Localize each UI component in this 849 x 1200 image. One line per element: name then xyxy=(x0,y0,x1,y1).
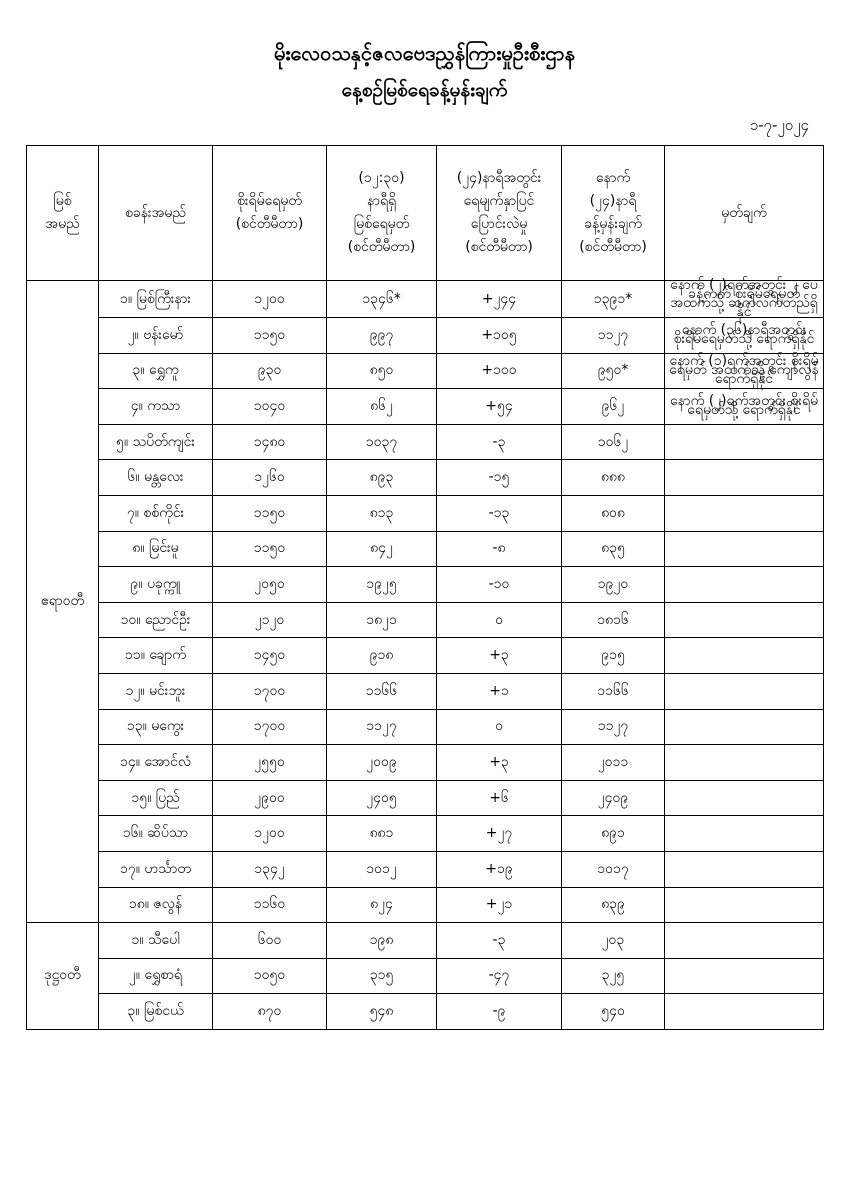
level-change: +၅၄ xyxy=(437,389,562,425)
level-change: ၀ xyxy=(437,709,562,745)
level-change: -၃ xyxy=(437,424,562,460)
header-current-level: (၁၂:၃၀) နာရီရှိ မြစ်ရေမှတ် (စင်တီမီတာ) xyxy=(327,146,437,281)
forecast-level: ၂၀၃ xyxy=(562,923,665,959)
current-level: ၃၁၅ xyxy=(327,958,437,994)
current-level: ၉၉၇ xyxy=(327,318,437,354)
table-row xyxy=(27,531,824,567)
station-name: ၂။ ရွှေစာရံ xyxy=(99,958,213,994)
remark xyxy=(665,424,824,460)
remark xyxy=(665,602,824,638)
forecast-level: ၁၈၁၆ xyxy=(562,602,665,638)
current-level: ၈၆၂ xyxy=(327,389,437,425)
forecast-level: ၉၆၂ xyxy=(562,389,665,425)
table-row xyxy=(27,923,824,959)
forecast-level: ၉၁၅ xyxy=(562,638,665,674)
table-row xyxy=(27,389,824,425)
current-level: ၈၉၃ xyxy=(327,460,437,496)
station-name: ၃။ ရွှေကူ xyxy=(99,353,213,389)
danger-level: ၁၂၀၀ xyxy=(213,281,327,318)
station-name: ၇။ စစ်ကိုင်း xyxy=(99,495,213,531)
station-name: ၂။ ဗန်းမော် xyxy=(99,318,213,354)
forecast-level: ၈၃၅ xyxy=(562,531,665,567)
forecast-level: ၁၁၂၇ xyxy=(562,709,665,745)
remark: နောက် (၂)ရက်အတွင်း စိုးရိမ်ရေမှတ်သို့ ရောက်ရှိနိုင် xyxy=(665,389,824,425)
level-change: +၂၇ xyxy=(437,816,562,852)
remark xyxy=(665,531,824,567)
station-name: ၁၂။ မင်းဘူး xyxy=(99,673,213,709)
current-level: ၁၃၄၆* xyxy=(327,281,437,318)
station-name: ၁၃။ မကွေး xyxy=(99,709,213,745)
level-change: -၃ xyxy=(437,923,562,959)
danger-level: ၂၅၅၀ xyxy=(213,745,327,781)
remark xyxy=(665,673,824,709)
department-title: မိုးလေဝသနှင့်ဇလဗေဒညွှန်ကြားမှုဦးစီးဌာန xyxy=(274,41,575,65)
level-change: -၁၀ xyxy=(437,567,562,603)
danger-level: ၁၀၅၀ xyxy=(213,958,327,994)
river-name: ဧရာဝတီ xyxy=(27,281,99,923)
level-change: +၂၄၄ xyxy=(437,281,562,318)
station-name: ၁၆။ ဆိပ်သာ xyxy=(99,816,213,852)
danger-level: ၁၁၅၀ xyxy=(213,531,327,567)
remark xyxy=(665,460,824,496)
table-row xyxy=(27,460,824,496)
remark xyxy=(665,887,824,923)
table-row xyxy=(27,673,824,709)
remark: နောက် (၁)ရက်အတွင်း စိုးရိမ်ရေမှတ် အထက်သို့ ကျော်လွန်ရောက်ရှိနိုင် xyxy=(665,353,824,389)
header-row xyxy=(27,146,824,281)
header-forecast: နောက် (၂၄)နာရီ ခန့်မှန်းချက် (စင်တီမီတာ) xyxy=(562,146,665,281)
current-level: ၁၈၂၁ xyxy=(327,602,437,638)
remark: နောက် (၂)ရက်အတွင်း ၂ ပေခန့်ကက် စိုးရိမ်ရေမှတ်အထက်သို့ ဆက်လက်တည်ရှိနိုင် xyxy=(665,281,824,318)
danger-level: ၆၀၀ xyxy=(213,923,327,959)
station-name: ၃။ မြစ်ငယ် xyxy=(99,994,213,1030)
table-row xyxy=(27,638,824,674)
table-row xyxy=(27,851,824,887)
danger-level: ၁၃၄၂ xyxy=(213,851,327,887)
table-row xyxy=(27,424,824,460)
level-change: ၀ xyxy=(437,602,562,638)
table-row xyxy=(27,318,824,354)
level-change: -၄၇ xyxy=(437,958,562,994)
level-change: -၈ xyxy=(437,531,562,567)
level-change: -၁၅ xyxy=(437,460,562,496)
forecast-level: ၈၉၁ xyxy=(562,816,665,852)
station-name: ၄။ ကသာ xyxy=(99,389,213,425)
level-change: +၆ xyxy=(437,780,562,816)
level-change: +၁၀၀ xyxy=(437,353,562,389)
forecast-level: ၈၀၈ xyxy=(562,495,665,531)
forecast-level: ၉၅၀* xyxy=(562,353,665,389)
forecast-level: ၁၃၉၁* xyxy=(562,281,665,318)
table-row xyxy=(27,567,824,603)
danger-level: ၉၃၀ xyxy=(213,353,327,389)
current-level: ၈၁၃ xyxy=(327,495,437,531)
table-row xyxy=(27,602,824,638)
current-level: ၈၈၁ xyxy=(327,816,437,852)
table-row xyxy=(27,281,824,318)
current-level: ၂၄၀၅ xyxy=(327,780,437,816)
danger-level: ၁၁၅၀ xyxy=(213,495,327,531)
station-name: ၁၇။ ဟင်္သာတ xyxy=(99,851,213,887)
current-level: ၈၂၄ xyxy=(327,887,437,923)
danger-level: ၁၀၄၀ xyxy=(213,389,327,425)
river-level-table xyxy=(26,145,824,1030)
station-name: ၈။ မြင်းမူ xyxy=(99,531,213,567)
header-station: စခန်းအမည် xyxy=(99,146,213,281)
remark xyxy=(665,709,824,745)
level-change: +၂၁ xyxy=(437,887,562,923)
current-level: ၁၁၂၇ xyxy=(327,709,437,745)
table-row xyxy=(27,709,824,745)
danger-level: ၁၇၀၀ xyxy=(213,673,327,709)
danger-level: ၁၂၆၀ xyxy=(213,460,327,496)
forecast-level: ၈၈၈ xyxy=(562,460,665,496)
header-24h-change: (၂၄)နာရီအတွင်း ရေမျက်နှာပြင် ပြောင်းလဲမှု (စင်တီမီတာ) xyxy=(437,146,562,281)
station-name: ၁၄။ အောင်လံ xyxy=(99,745,213,781)
level-change: +၃ xyxy=(437,638,562,674)
level-change: -၉ xyxy=(437,994,562,1030)
remark xyxy=(665,958,824,994)
current-level: ၁၁၆၆ xyxy=(327,673,437,709)
station-name: ၉။ ပခုက္ကူ xyxy=(99,567,213,603)
current-level: ၅၄၈ xyxy=(327,994,437,1030)
current-level: ၈၅၀ xyxy=(327,353,437,389)
table-row xyxy=(27,745,824,781)
danger-level: ၁၇၀၀ xyxy=(213,709,327,745)
table-row xyxy=(27,887,824,923)
forecast-level: ၁၁၆၆ xyxy=(562,673,665,709)
forecast-level: ၁၀၆၂ xyxy=(562,424,665,460)
danger-level: ၁၄၅၀ xyxy=(213,638,327,674)
river-name: ဒုဋ္ဌဝတီ xyxy=(27,923,99,1030)
report-date: ၁-၇-၂၀၂၄ xyxy=(749,116,809,134)
forecast-level: ၁၉၂၀ xyxy=(562,567,665,603)
current-level: ၁၉၂၅ xyxy=(327,567,437,603)
remark xyxy=(665,816,824,852)
remark xyxy=(665,567,824,603)
station-name: ၁၀။ ညောင်ဦး xyxy=(99,602,213,638)
current-level: ၁၀၃၇ xyxy=(327,424,437,460)
report-title: နေ့စဉ်မြစ်ရေခန့်မှန်းချက် xyxy=(341,79,508,101)
level-change: +၃ xyxy=(437,745,562,781)
station-name: ၅။ သပိတ်ကျင်း xyxy=(99,424,213,460)
danger-level: ၁၁၆၀ xyxy=(213,887,327,923)
remark xyxy=(665,495,824,531)
table-row xyxy=(27,816,824,852)
level-change: +၁၀၅ xyxy=(437,318,562,354)
danger-level: ၁၁၅၀ xyxy=(213,318,327,354)
remark xyxy=(665,745,824,781)
forecast-level: ၁၁၂၇ xyxy=(562,318,665,354)
danger-level: ၂၁၂၀ xyxy=(213,602,327,638)
station-name: ၁။ သီပေါ xyxy=(99,923,213,959)
level-change: -၁၃ xyxy=(437,495,562,531)
remark xyxy=(665,851,824,887)
current-level: ၉၁၈ xyxy=(327,638,437,674)
station-name: ၆။ မန္တလေး xyxy=(99,460,213,496)
danger-level: ၂၀၅၀ xyxy=(213,567,327,603)
table-row xyxy=(27,958,824,994)
header-danger-level: စိုးရိမ်ရေမှတ် (စင်တီမီတာ) xyxy=(213,146,327,281)
level-change: +၁ xyxy=(437,673,562,709)
danger-level: ၂၉၀၀ xyxy=(213,780,327,816)
header-river: မြစ် အမည် xyxy=(27,146,99,281)
current-level: ၁၀၁၂ xyxy=(327,851,437,887)
forecast-level: ၈၃၉ xyxy=(562,887,665,923)
danger-level: ၁၄၈၀ xyxy=(213,424,327,460)
station-name: ၁၁။ ချောက် xyxy=(99,638,213,674)
forecast-level: ၁၀၁၇ xyxy=(562,851,665,887)
level-change: +၁၉ xyxy=(437,851,562,887)
danger-level: ၈၇၀ xyxy=(213,994,327,1030)
current-level: ၈၄၂ xyxy=(327,531,437,567)
remark xyxy=(665,780,824,816)
station-name: ၁။ မြစ်ကြီးနား xyxy=(99,281,213,318)
station-name: ၁၅။ ပြည် xyxy=(99,780,213,816)
station-name: ၁၈။ ဇလွန် xyxy=(99,887,213,923)
current-level: ၂၀၀၉ xyxy=(327,745,437,781)
forecast-level: ၃၂၅ xyxy=(562,958,665,994)
forecast-level: ၂၄၀၉ xyxy=(562,780,665,816)
danger-level: ၁၂၀၀ xyxy=(213,816,327,852)
header-remark: မှတ်ချက် xyxy=(665,146,824,281)
forecast-level: ၂၀၁၁ xyxy=(562,745,665,781)
remark xyxy=(665,923,824,959)
table-row xyxy=(27,495,824,531)
table-row xyxy=(27,353,824,389)
table-row xyxy=(27,994,824,1030)
remark xyxy=(665,638,824,674)
forecast-level: ၅၄၀ xyxy=(562,994,665,1030)
remark xyxy=(665,994,824,1030)
remark: နောက် (၃၆)နာရီအတွင်း စိုးရိမ်ရေမှတ်သို့ ရောက်ရှိနိုင် xyxy=(665,318,824,354)
table-body xyxy=(27,277,824,1030)
table-row xyxy=(27,780,824,816)
current-level: ၁၉၈ xyxy=(327,923,437,959)
